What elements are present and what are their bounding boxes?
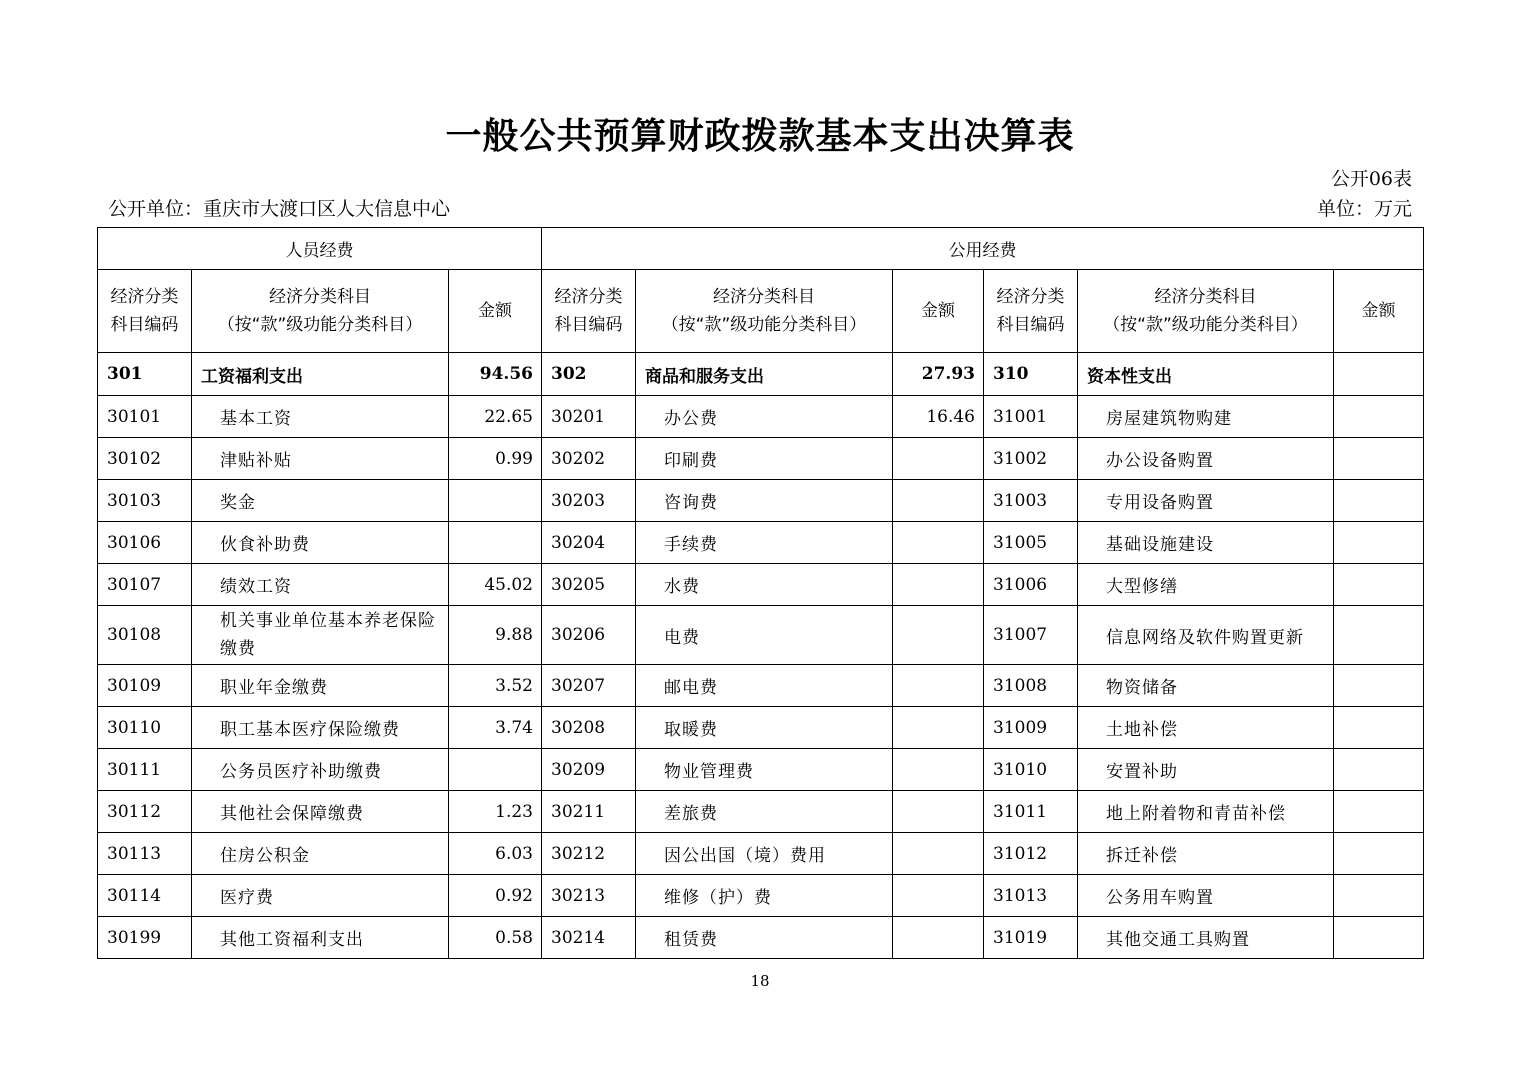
- table-row: [98, 396, 1424, 438]
- code-cell: 31005: [984, 522, 1078, 564]
- code-cell: 31007: [984, 606, 1078, 665]
- item-cell: 专用设备购置: [1078, 480, 1334, 522]
- code-cell: 31012: [984, 833, 1078, 875]
- code-cell: 30114: [98, 875, 192, 917]
- table-number: 公开06表: [1330, 168, 1412, 190]
- item-cell: 奖金: [192, 480, 449, 522]
- item-cell: 资本性支出: [1078, 353, 1334, 396]
- section-header-row: [98, 228, 1424, 270]
- item-cell: 安置补助: [1078, 749, 1334, 791]
- table-row: [98, 480, 1424, 522]
- amount-cell: 6.03: [449, 833, 542, 875]
- amount-cell: [893, 564, 984, 606]
- item-cell: 邮电费: [636, 665, 893, 707]
- code-cell: 31010: [984, 749, 1078, 791]
- amount-cell: [1334, 353, 1424, 396]
- table-row: [98, 833, 1424, 875]
- item-cell: 水费: [636, 564, 893, 606]
- amount-cell: [893, 606, 984, 665]
- item-cell: 印刷费: [636, 438, 893, 480]
- item-cell: 咨询费: [636, 480, 893, 522]
- item-cell: 工资福利支出: [192, 353, 449, 396]
- item-cell: 电费: [636, 606, 893, 665]
- code-cell: 31008: [984, 665, 1078, 707]
- table-row: [98, 749, 1424, 791]
- code-cell: 31003: [984, 480, 1078, 522]
- amount-cell: [893, 665, 984, 707]
- amount-cell: [1334, 480, 1424, 522]
- code-cell: 30103: [98, 480, 192, 522]
- item-cell: 大型修缮: [1078, 564, 1334, 606]
- amount-cell: [893, 833, 984, 875]
- code-cell: 30205: [542, 564, 636, 606]
- reporting-unit: 公开单位：重庆市大渡口区人大信息中心: [108, 198, 451, 220]
- code-cell: 30110: [98, 707, 192, 749]
- amount-cell: [893, 917, 984, 959]
- amount-cell: 45.02: [449, 564, 542, 606]
- amount-cell: [893, 707, 984, 749]
- code-cell: 30206: [542, 606, 636, 665]
- item-cell: 其他社会保障缴费: [192, 791, 449, 833]
- amount-cell: [1334, 522, 1424, 564]
- code-cell: 30211: [542, 791, 636, 833]
- col-header-amount: 金额: [893, 270, 984, 353]
- code-cell: 31009: [984, 707, 1078, 749]
- amount-cell: 3.74: [449, 707, 542, 749]
- amount-cell: 3.52: [449, 665, 542, 707]
- code-cell: 30107: [98, 564, 192, 606]
- table-row: [98, 522, 1424, 564]
- code-cell: 302: [542, 353, 636, 396]
- item-cell: 租赁费: [636, 917, 893, 959]
- item-cell: 物业管理费: [636, 749, 893, 791]
- code-cell: 31011: [984, 791, 1078, 833]
- amount-cell: [1334, 749, 1424, 791]
- code-cell: 30199: [98, 917, 192, 959]
- item-cell: 医疗费: [192, 875, 449, 917]
- item-cell: 物资储备: [1078, 665, 1334, 707]
- amount-cell: [893, 522, 984, 564]
- amount-cell: [1334, 606, 1424, 665]
- code-cell: 301: [98, 353, 192, 396]
- table-row: [98, 875, 1424, 917]
- amount-cell: [1334, 665, 1424, 707]
- amount-cell: [893, 480, 984, 522]
- amount-cell: 0.99: [449, 438, 542, 480]
- table-row: [98, 438, 1424, 480]
- col-header-item: 经济分类科目 （按“款”级功能分类科目）: [1078, 270, 1334, 353]
- item-cell: 伙食补助费: [192, 522, 449, 564]
- item-cell: 取暖费: [636, 707, 893, 749]
- amount-cell: 22.65: [449, 396, 542, 438]
- table-row: [98, 564, 1424, 606]
- code-cell: 31019: [984, 917, 1078, 959]
- code-cell: 30108: [98, 606, 192, 665]
- code-cell: 30201: [542, 396, 636, 438]
- amount-cell: 0.92: [449, 875, 542, 917]
- amount-cell: [1334, 707, 1424, 749]
- item-cell: 绩效工资: [192, 564, 449, 606]
- col-header-amount: 金额: [1334, 270, 1424, 353]
- item-cell: 办公设备购置: [1078, 438, 1334, 480]
- code-cell: 30112: [98, 791, 192, 833]
- amount-cell: [893, 749, 984, 791]
- item-cell: 地上附着物和青苗补偿: [1078, 791, 1334, 833]
- amount-cell: [893, 875, 984, 917]
- code-cell: 30209: [542, 749, 636, 791]
- amount-cell: [1334, 917, 1424, 959]
- col-header-code: 经济分类 科目编码: [542, 270, 636, 353]
- table-row: [98, 707, 1424, 749]
- table-row: [98, 917, 1424, 959]
- table-row: [98, 353, 1424, 396]
- code-cell: 31002: [984, 438, 1078, 480]
- table-row: [98, 606, 1424, 665]
- currency-unit: 单位：万元: [1316, 198, 1412, 220]
- item-cell: 办公费: [636, 396, 893, 438]
- col-header-item: 经济分类科目 （按“款”级功能分类科目）: [636, 270, 893, 353]
- amount-cell: 27.93: [893, 353, 984, 396]
- amount-cell: 94.56: [449, 353, 542, 396]
- col-header-item: 经济分类科目 （按“款”级功能分类科目）: [192, 270, 449, 353]
- amount-cell: [893, 791, 984, 833]
- item-cell: 机关事业单位基本养老保险缴费: [192, 606, 449, 665]
- code-cell: 30213: [542, 875, 636, 917]
- amount-cell: [1334, 438, 1424, 480]
- code-cell: 30101: [98, 396, 192, 438]
- col-header-code: 经济分类 科目编码: [984, 270, 1078, 353]
- item-cell: 差旅费: [636, 791, 893, 833]
- item-cell: 拆迁补偿: [1078, 833, 1334, 875]
- page-number: 18: [750, 972, 770, 990]
- code-cell: 30202: [542, 438, 636, 480]
- item-cell: 职工基本医疗保险缴费: [192, 707, 449, 749]
- item-cell: 基础设施建设: [1078, 522, 1334, 564]
- item-cell: 手续费: [636, 522, 893, 564]
- code-cell: 30214: [542, 917, 636, 959]
- code-cell: 30109: [98, 665, 192, 707]
- item-cell: 其他交通工具购置: [1078, 917, 1334, 959]
- amount-cell: 1.23: [449, 791, 542, 833]
- item-cell: 因公出国（境）费用: [636, 833, 893, 875]
- col-header-code: 经济分类 科目编码: [98, 270, 192, 353]
- amount-cell: 9.88: [449, 606, 542, 665]
- amount-cell: [1334, 833, 1424, 875]
- code-cell: 310: [984, 353, 1078, 396]
- code-cell: 30113: [98, 833, 192, 875]
- item-cell: 基本工资: [192, 396, 449, 438]
- amount-cell: [1334, 875, 1424, 917]
- item-cell: 公务用车购置: [1078, 875, 1334, 917]
- code-cell: 30208: [542, 707, 636, 749]
- code-cell: 30207: [542, 665, 636, 707]
- amount-cell: [1334, 564, 1424, 606]
- item-cell: 土地补偿: [1078, 707, 1334, 749]
- item-cell: 职业年金缴费: [192, 665, 449, 707]
- amount-cell: 16.46: [893, 396, 984, 438]
- column-header-row: [98, 270, 1424, 353]
- code-cell: 30203: [542, 480, 636, 522]
- code-cell: 30204: [542, 522, 636, 564]
- table-row: [98, 665, 1424, 707]
- item-cell: 公务员医疗补助缴费: [192, 749, 449, 791]
- code-cell: 30106: [98, 522, 192, 564]
- document-title: 一般公共预算财政拨款基本支出决算表: [445, 116, 1075, 157]
- amount-cell: [449, 749, 542, 791]
- col-header-amount: 金额: [449, 270, 542, 353]
- amount-cell: [1334, 791, 1424, 833]
- code-cell: 31013: [984, 875, 1078, 917]
- section-personnel: 人员经费: [98, 228, 542, 270]
- item-cell: 其他工资福利支出: [192, 917, 449, 959]
- expenditure-table: [97, 227, 1424, 959]
- code-cell: 30111: [98, 749, 192, 791]
- item-cell: 津贴补贴: [192, 438, 449, 480]
- amount-cell: [449, 480, 542, 522]
- item-cell: 住房公积金: [192, 833, 449, 875]
- code-cell: 31006: [984, 564, 1078, 606]
- code-cell: 31001: [984, 396, 1078, 438]
- table-row: [98, 791, 1424, 833]
- amount-cell: [893, 438, 984, 480]
- item-cell: 信息网络及软件购置更新: [1078, 606, 1334, 665]
- code-cell: 30212: [542, 833, 636, 875]
- amount-cell: 0.58: [449, 917, 542, 959]
- amount-cell: [1334, 396, 1424, 438]
- item-cell: 商品和服务支出: [636, 353, 893, 396]
- code-cell: 30102: [98, 438, 192, 480]
- section-public: 公用经费: [542, 228, 1424, 270]
- amount-cell: [449, 522, 542, 564]
- item-cell: 维修（护）费: [636, 875, 893, 917]
- item-cell: 房屋建筑物购建: [1078, 396, 1334, 438]
